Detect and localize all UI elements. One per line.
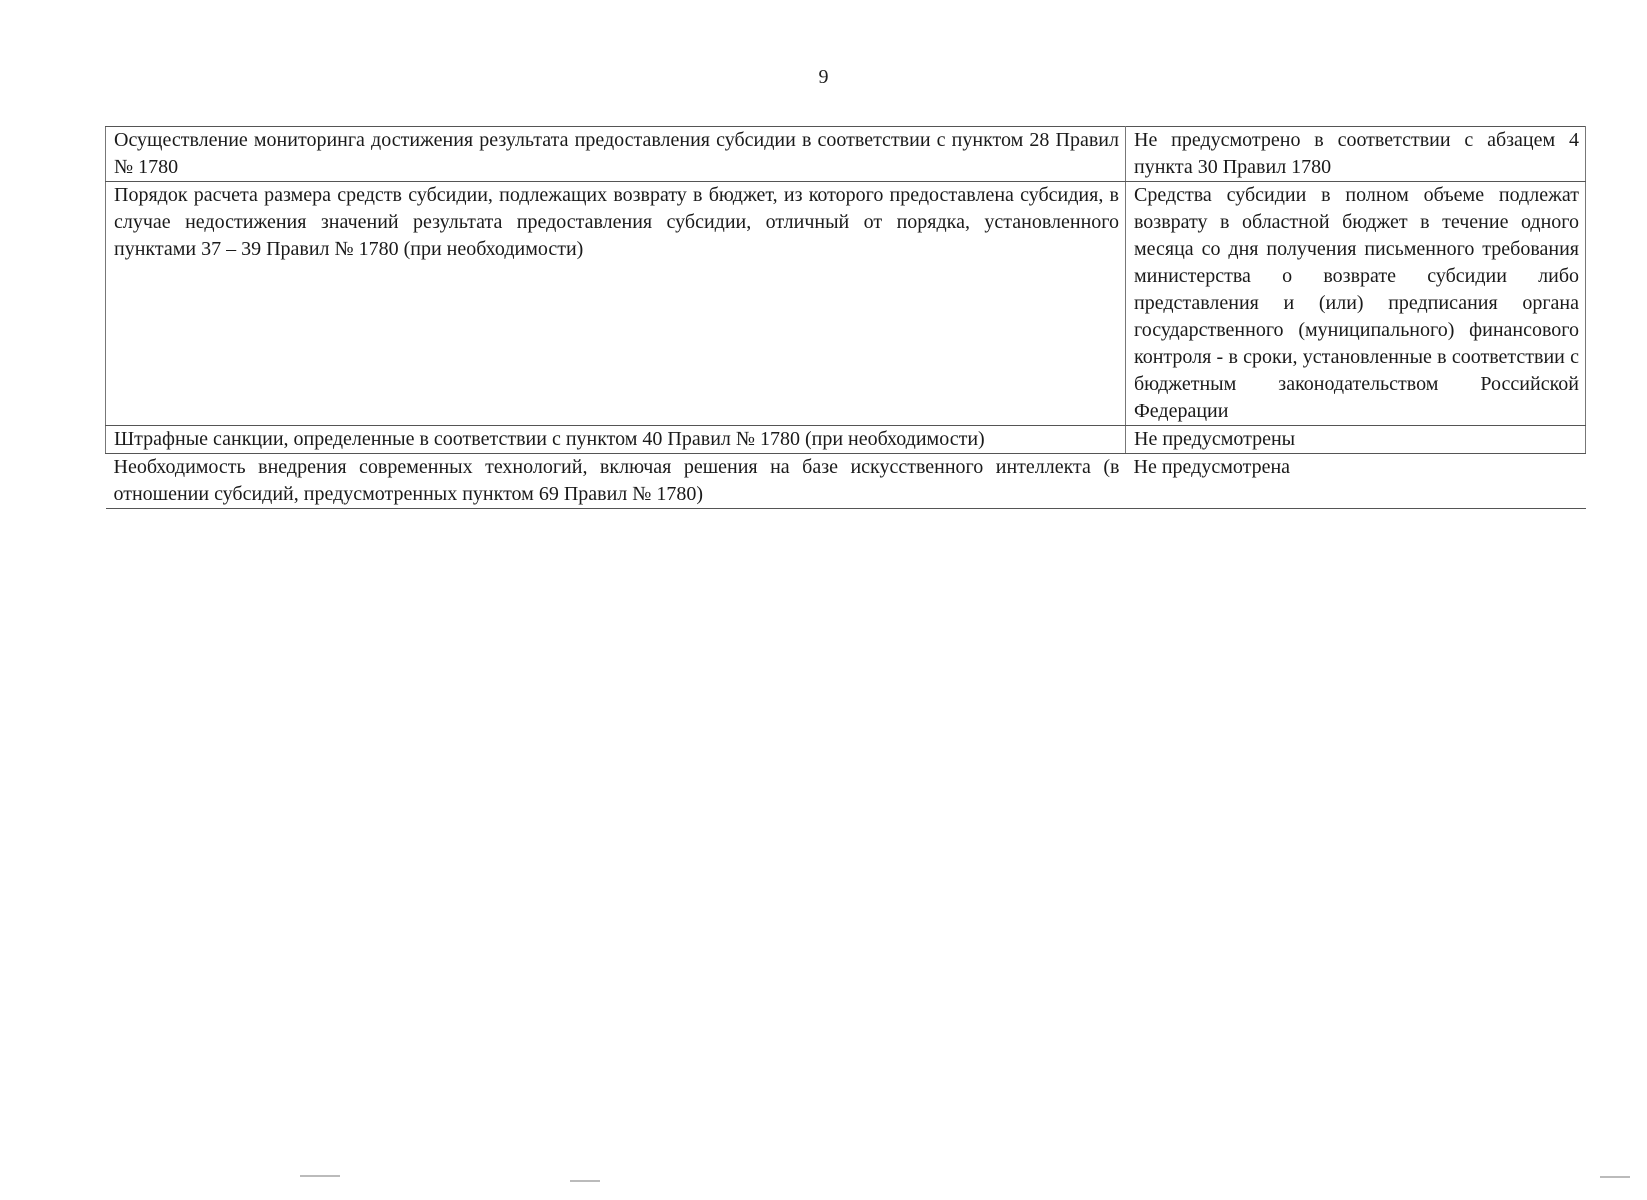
row-value: Не предусмотрена xyxy=(1126,454,1586,509)
table-row xyxy=(106,127,1586,182)
row-label: Необходимость внедрения современных технологий, включая решения на базе искусственного интеллекта (в отношении субсидий, предусмотренных пунктом 69 Правил № 1780) xyxy=(106,454,1126,509)
row-value: Не предусмотрено в соответствии с абзацем 4 пункта 30 Правил 1780 xyxy=(1126,127,1586,182)
row-value: Не предусмотрены xyxy=(1126,426,1586,454)
scan-artifact xyxy=(570,1180,600,1182)
row-value: Средства субсидии в полном объеме подлежат возврату в областной бюджет в течение одного месяца со дня получения письменного требования министерства о возврате субсидии либо представления и (или) предписания органа государственного (муниципального) финансового контроля - в сроки, установленные в соответствии с бюджетным законодательством Российской Федерации xyxy=(1126,182,1586,426)
table-row xyxy=(106,182,1586,426)
row-label: Осуществление мониторинга достижения результата предоставления субсидии в соответствии с пунктом 28 Правил № 1780 xyxy=(106,127,1126,182)
scan-artifact xyxy=(300,1175,340,1177)
table-row xyxy=(106,426,1586,454)
page-number: 9 xyxy=(818,66,829,88)
scan-artifact xyxy=(1600,1176,1630,1178)
table-row xyxy=(106,454,1586,509)
row-label: Штрафные санкции, определенные в соответствии с пунктом 40 Правил № 1780 (при необходимости) xyxy=(106,426,1126,454)
row-label: Порядок расчета размера средств субсидии, подлежащих возврату в бюджет, из которого предоставлена субсидия, в случае недостижения значений результата предоставления субсидии, отличный от порядка, установленного пунктами 37 – 39 Правил № 1780 (при необходимости) xyxy=(106,182,1126,426)
provisions-table xyxy=(105,126,1586,509)
